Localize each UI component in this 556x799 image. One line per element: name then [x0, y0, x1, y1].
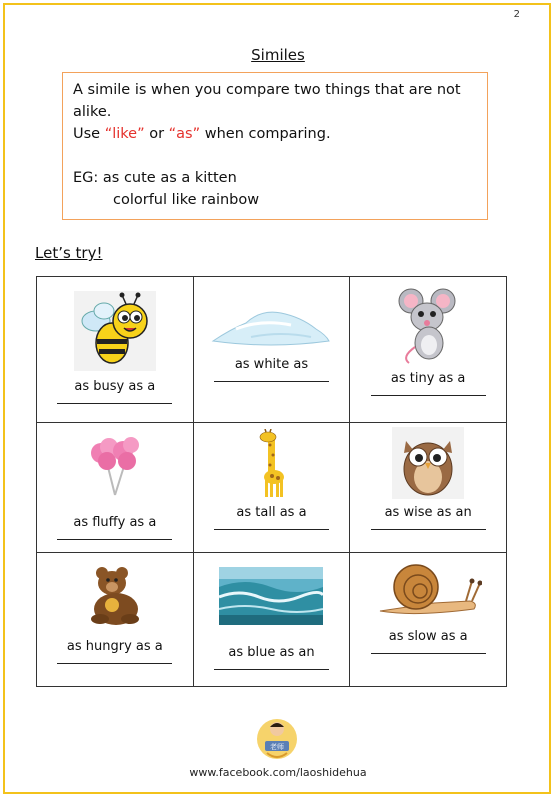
lets-try-heading: Let’s try!	[35, 244, 103, 262]
exercise-cell-snow	[193, 277, 350, 423]
mouse-icon	[395, 287, 461, 365]
cell-caption: as white as	[234, 357, 309, 372]
definition-box	[62, 72, 488, 220]
svg-text:老师: 老师	[270, 743, 284, 751]
exercise-grid	[36, 276, 507, 687]
usage-mid: or	[144, 126, 169, 142]
example-line-2: colorful like rainbow	[113, 192, 260, 208]
answer-blank[interactable]	[371, 394, 486, 396]
exercise-cell-bear	[37, 553, 194, 687]
example-line-1: EG: as cute as a kitten	[73, 170, 237, 186]
cell-caption: as tall as a	[236, 505, 307, 520]
cotton-candy-icon	[87, 433, 143, 497]
page-title: Similes	[251, 46, 305, 64]
exercise-cell-ocean	[193, 553, 350, 687]
exercise-cell-bee	[37, 277, 194, 423]
page-number: 2	[513, 9, 520, 20]
cell-caption: as hungry as a	[66, 639, 163, 654]
footer-url[interactable]: www.facebook.com/laoshidehua	[189, 766, 367, 779]
exercise-cell-mouse	[350, 277, 507, 423]
cell-caption: as blue as an	[228, 645, 315, 660]
exercise-cell-snail	[350, 553, 507, 687]
answer-blank[interactable]	[214, 668, 329, 670]
usage-post: when comparing.	[200, 126, 331, 142]
cell-caption: as tiny as a	[390, 371, 466, 386]
keyword-like: “like”	[104, 126, 145, 142]
giraffe-icon	[254, 429, 288, 499]
snow-pile-icon	[211, 299, 331, 349]
answer-blank[interactable]	[57, 538, 172, 540]
usage-line	[73, 123, 477, 145]
usage-pre: Use	[73, 126, 105, 142]
snail-icon	[374, 561, 482, 619]
laoshi-logo	[253, 717, 301, 763]
cell-caption: as slow as a	[388, 629, 468, 644]
bear-icon	[88, 565, 142, 625]
answer-blank[interactable]	[371, 528, 486, 530]
owl-icon	[392, 427, 464, 499]
answer-blank[interactable]	[57, 662, 172, 664]
cell-caption: as busy as a	[74, 379, 156, 394]
answer-blank[interactable]	[57, 402, 172, 404]
definition-text: A simile is when you compare two things that are not alike.	[73, 82, 461, 120]
exercise-cell-cotton-candy	[37, 423, 194, 553]
bee-icon	[74, 291, 156, 371]
ocean-icon	[219, 567, 323, 625]
cell-caption: as fluffy as a	[73, 515, 157, 530]
keyword-as: “as”	[168, 126, 201, 142]
answer-blank[interactable]	[371, 652, 486, 654]
answer-blank[interactable]	[214, 380, 329, 382]
answer-blank[interactable]	[214, 528, 329, 530]
cell-caption: as wise as an	[384, 505, 472, 520]
exercise-cell-owl	[350, 423, 507, 553]
exercise-cell-giraffe	[193, 423, 350, 553]
